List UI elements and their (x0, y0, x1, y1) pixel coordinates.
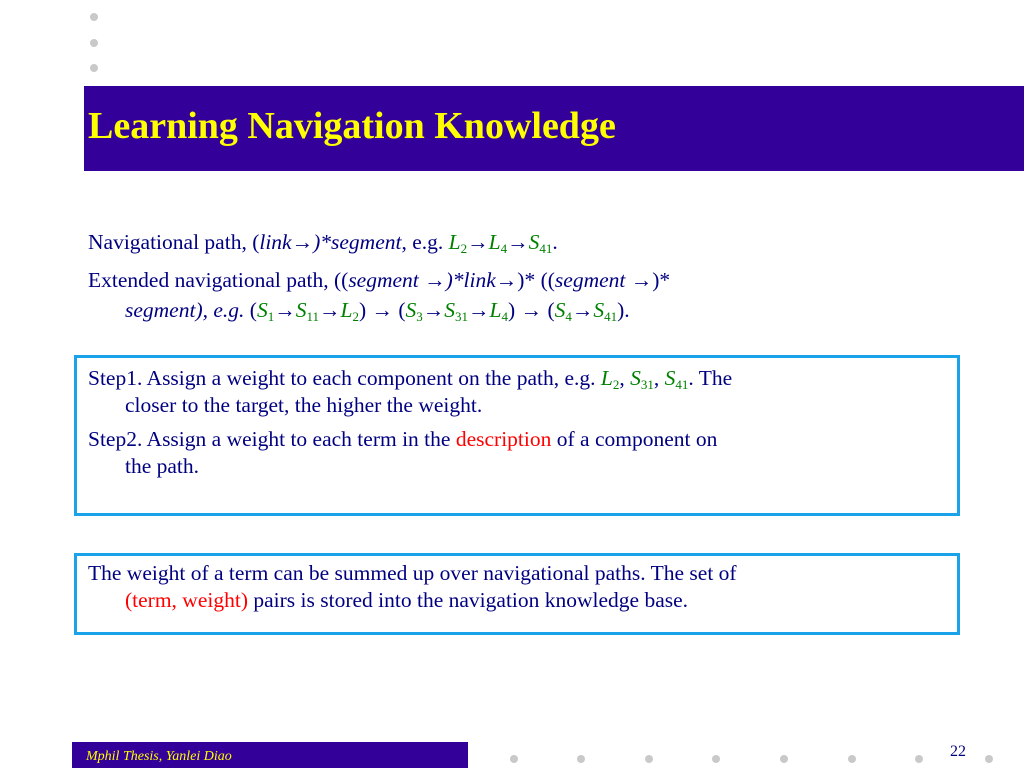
arrow-glyph: → (507, 230, 529, 254)
decor-dot (645, 755, 653, 763)
text-run: . (552, 230, 558, 254)
step2-line (88, 425, 717, 453)
text-run: link (259, 230, 292, 254)
text-run: , (619, 366, 631, 390)
math-var: S (554, 298, 566, 322)
text-run: ) (508, 298, 516, 322)
text-run: )*segment (313, 230, 402, 254)
subscript: 4 (565, 309, 572, 324)
footer-text: Mphil Thesis, Yanlei Diao (86, 749, 232, 764)
math-var: L (448, 230, 461, 254)
text-run: )* (( (517, 268, 555, 292)
footer-bar (72, 742, 468, 768)
step2-line-cont (125, 452, 199, 480)
math-var: L (340, 298, 353, 322)
arrow-glyph: → (291, 230, 314, 254)
text-run: . The (688, 366, 733, 390)
arrow-glyph: → (571, 298, 594, 322)
text-run: pairs is stored into the navigation knowledge base. (248, 588, 689, 612)
slide-title: Learning Navigation Knowledge (88, 105, 616, 147)
arrow-glyph: → (495, 268, 518, 292)
arrow-glyph: → (630, 268, 653, 292)
subscript: 41 (539, 241, 553, 256)
math-var: S (593, 298, 605, 322)
subscript: 11 (306, 309, 319, 324)
decor-dot (915, 755, 923, 763)
ext-nav-path-line-cont (125, 296, 630, 324)
math-var: L (488, 230, 501, 254)
subscript: 31 (640, 377, 654, 392)
text-run: Extended navigational path, (( (88, 268, 349, 292)
decor-dot (90, 64, 98, 72)
text-run: , (653, 366, 665, 390)
ext-nav-path-line (88, 266, 670, 294)
arrow-glyph: → (515, 298, 548, 322)
subscript: 3 (416, 309, 423, 324)
text-run: the path. (125, 454, 200, 478)
text-run: )* (652, 268, 671, 292)
text-run: ( (249, 298, 257, 322)
math-var: L (489, 298, 502, 322)
decor-dot (577, 755, 585, 763)
math-var: S (528, 230, 540, 254)
highlight-term: (term, weight) (125, 588, 248, 612)
arrow-glyph: → (424, 268, 446, 292)
arrow-glyph: → (366, 298, 399, 322)
decor-dot (712, 755, 720, 763)
text-run: of a component on (551, 427, 718, 451)
step1-line (88, 364, 732, 392)
subscript: 41 (604, 309, 618, 324)
math-var: S (630, 366, 641, 390)
arrow-glyph: → (467, 230, 489, 254)
decor-dot (985, 755, 993, 763)
text-run: segment (554, 268, 631, 292)
nav-path-line (88, 228, 558, 256)
decor-dot (510, 755, 518, 763)
title-bar (84, 86, 1024, 171)
page-number: 22 (950, 743, 966, 760)
subscript: 1 (267, 309, 275, 324)
arrow-glyph: → (422, 298, 445, 322)
math-var: S (295, 298, 307, 322)
subscript: 4 (501, 309, 509, 324)
highlight-term: description (455, 427, 552, 451)
text-run: , e.g. (401, 230, 449, 254)
text-run: Step1. Assign a weight to each component on the path, e.g. (88, 366, 601, 390)
subscript: 2 (352, 309, 359, 324)
step1-line-cont (125, 391, 482, 419)
arrow-glyph: → (318, 298, 341, 322)
math-var: S (405, 298, 417, 322)
text-run: Navigational path, ( (88, 230, 260, 254)
decor-dot (848, 755, 856, 763)
subscript: 4 (500, 241, 508, 256)
decor-dot (90, 13, 98, 21)
decor-dot (90, 39, 98, 47)
subscript: 41 (675, 377, 689, 392)
math-var: S (444, 298, 456, 322)
text-run: closer to the target, the higher the weight. (125, 393, 483, 417)
subscript: 2 (460, 241, 468, 256)
subscript: 31 (455, 309, 469, 324)
text-run: ( (398, 298, 406, 322)
math-var: S (664, 366, 676, 390)
math-var: S (256, 298, 268, 322)
text-run: segment (348, 268, 425, 292)
text-run: ) (358, 298, 367, 322)
text-run: segment), e.g. (125, 298, 250, 322)
text-run: ( (547, 298, 555, 322)
math-var: L (600, 366, 613, 390)
text-run: Step2. Assign a weight to each term in the (88, 427, 456, 451)
text-run: )*link (445, 268, 496, 292)
summary-line (88, 559, 737, 587)
arrow-glyph: → (274, 298, 296, 322)
subscript: 2 (612, 377, 620, 392)
text-run: The weight of a term can be summed up over navigational paths. The set of (88, 561, 737, 585)
arrow-glyph: → (468, 298, 490, 322)
summary-line-cont (125, 586, 688, 614)
decor-dot (780, 755, 788, 763)
text-run: ). (617, 298, 630, 322)
